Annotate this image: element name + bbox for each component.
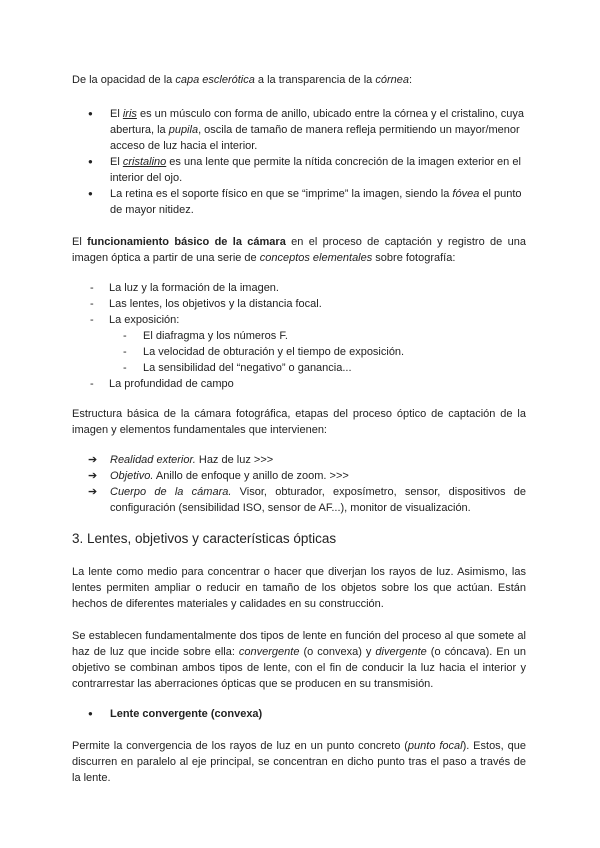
concepts-list xyxy=(72,280,526,392)
list-item: - La exposición: - El diafragma y los números F. - La velocidad de obturación y el tiempo de exposición. - La sensibilidad del “negativo” o ganancia... xyxy=(72,312,526,376)
sub-list-item: - El diafragma y los números F. xyxy=(143,328,526,344)
list-item: - La luz y la formación de la imagen. xyxy=(72,280,526,296)
list-item: ➔ Objetivo. Anillo de enfoque y anillo de zoom. >>> xyxy=(72,468,526,484)
structure-paragraph: Estructura básica de la cámara fotográfica, etapas del proceso óptico de captación de la imagen y elementos fundamentales que intervienen: xyxy=(72,408,526,436)
sub-list-item: - La sensibilidad del “negativo” o ganancia... xyxy=(143,360,526,376)
camera-function-paragraph: El funcionamiento básico de la cámara en el proceso de captación y registro de una imagen óptica a partir de una serie de conceptos elementales sobre fotografía: xyxy=(72,236,526,264)
section-heading: 3. Lentes, objetivos y características ópticas xyxy=(72,531,337,546)
list-item: - La profundidad de campo xyxy=(72,376,526,392)
sub-list-item: - La velocidad de obturación y el tiempo de exposición. xyxy=(143,344,526,360)
list-item: ● Lente convergente (convexa) xyxy=(72,706,526,722)
list-item: ➔ Realidad exterior. Haz de luz >>> xyxy=(72,452,526,468)
document-page xyxy=(72,64,526,786)
list-item: ● La retina es el soporte físico en que se “imprime” la imagen, siendo la fóvea el punto de mayor nitidez. xyxy=(72,186,526,218)
stages-list xyxy=(72,452,526,516)
convergent-heading-list xyxy=(72,706,526,722)
lens-types-paragraph: Se establecen fundamentalmente dos tipos de lente en función del proceso al que somete al haz de luz que incide sobre ella: convergente (o convexa) y divergente (o cóncava). En un objetivo se combinan ambos tipos de lente, con el fin de conducir la luz hacia el interior y contrarrestar las aberraciones ópticas que se producen en su transmisión. xyxy=(72,630,527,690)
list-item: - Las lentes, los objetivos y la distancia focal. xyxy=(72,296,526,312)
list-item: ● El iris es un músculo con forma de anillo, ubicado entre la córnea y el cristalino, cuya abertura, la pupila, oscila de tamaño de manera refleja permitiendo un mayor/menor acceso de luz hacia el interior. xyxy=(72,106,526,154)
convergent-paragraph: Permite la convergencia de los rayos de luz en un punto concreto (punto focal). Estos, que discurren en paralelo al eje principal, se concentran en dicho punto tras el paso a través de la lente. xyxy=(72,740,526,784)
lens-paragraph: La lente como medio para concentrar o hacer que diverjan los rayos de luz. Asimismo, las lentes permiten ampliar o reducir en tamaño de los objetos sobre los que actúan. Están hechos de diferentes materiales y calidades en su construcción. xyxy=(72,566,526,610)
intro-line: De la opacidad de la capa esclerótica a la transparencia de la córnea: xyxy=(72,74,413,86)
exposure-sublist xyxy=(143,328,526,376)
list-item: ● El cristalino es una lente que permite la nítida concreción de la imagen exterior en el interior del ojo. xyxy=(72,154,526,186)
eye-parts-list xyxy=(72,106,526,218)
list-item: ➔ Cuerpo de la cámara. Visor, obturador, exposímetro, sensor, dispositivos de configuración (sensibilidad ISO, sensor de AF...), monitor de visualización. xyxy=(72,484,526,516)
